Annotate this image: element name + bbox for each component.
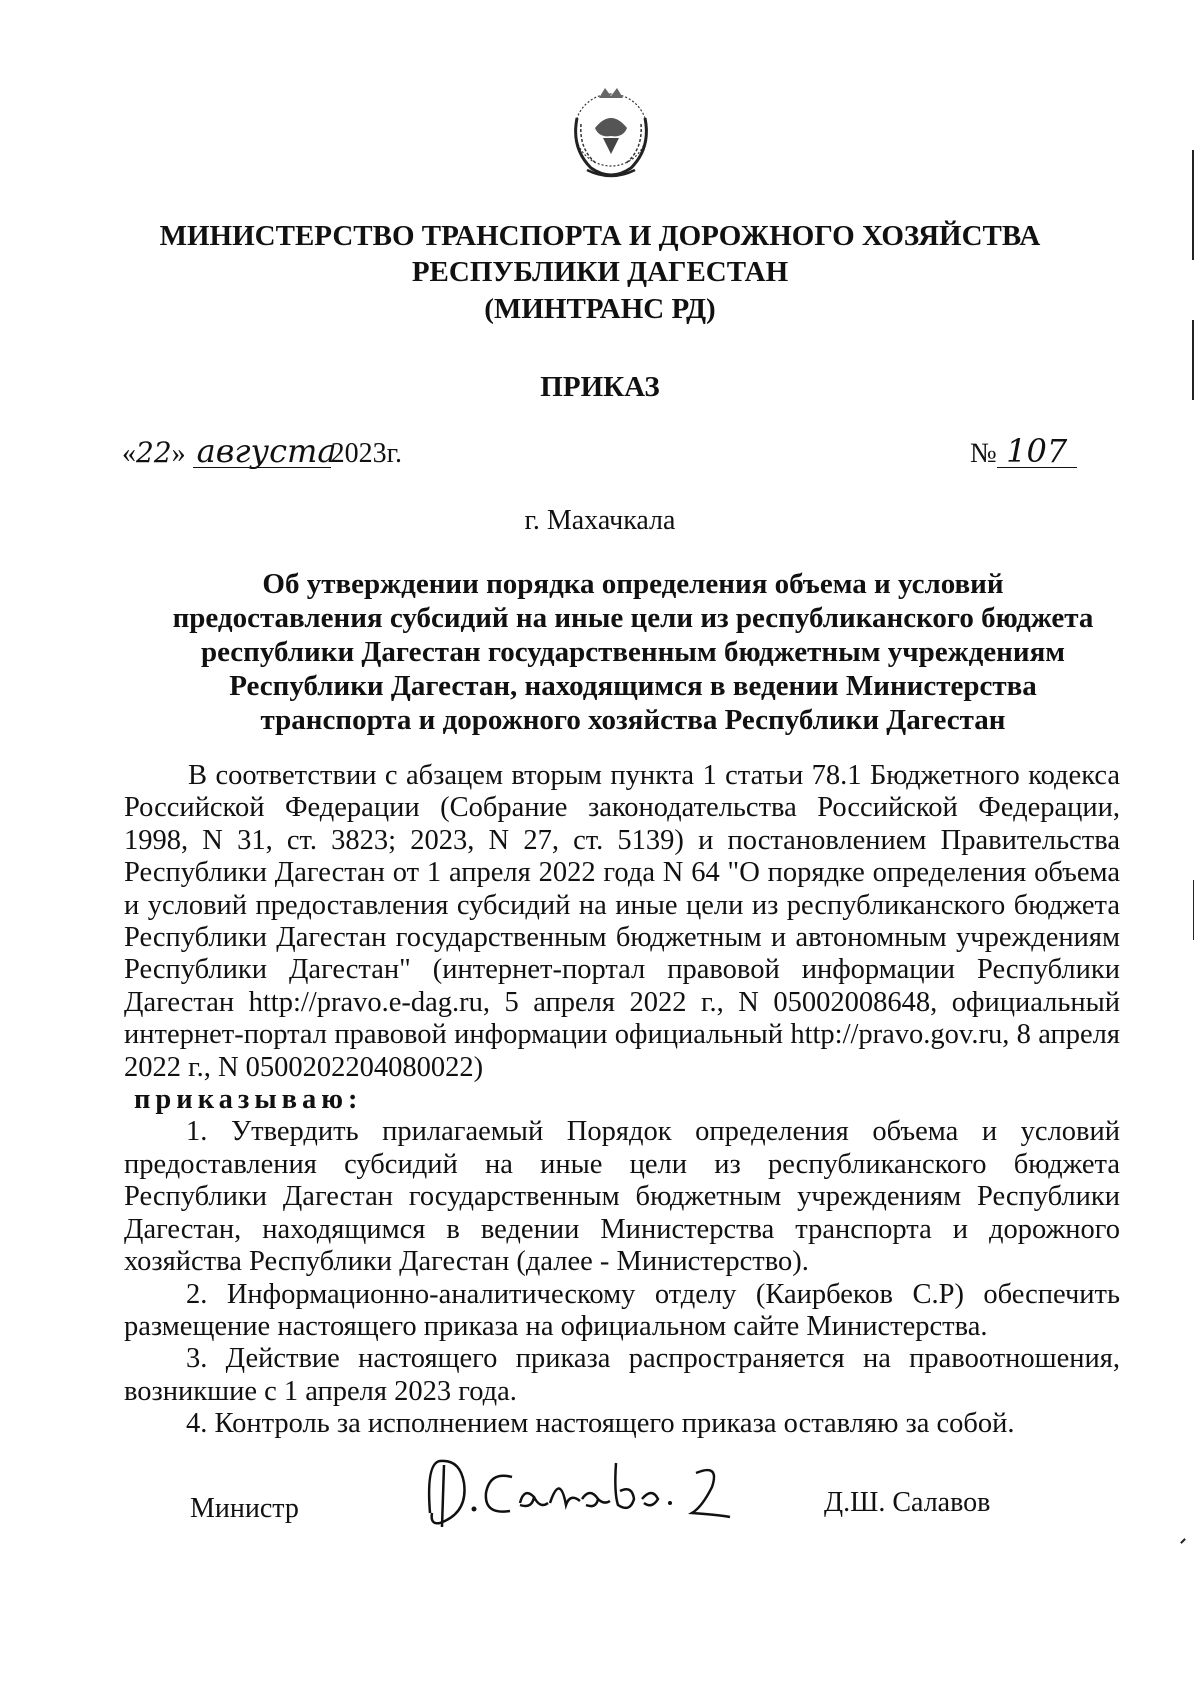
preamble-paragraph: В соответствии с абзацем вторым пункта 1 статьи 78.1 Бюджетного кодекса Российской Федерации (Собрание законодательства Российской Федерации, 1998, N 31, ст. 3823; 2023, N 27, ст. 5139) и постановлением Правительства Республики Дагестан от 1 апреля 2022 года N 64 "О порядке определения объема и условий предоставления субсидий на иные цели из республиканского бюджета Республики Дагестан государственным бюджетным и автономным учреждениям Республики Дагестан" (интернет-портал правовой информации Республики Дагестан http://pravo.e-dag.ru, 5 апреля 2022 г., N 05002008648, официальный интернет-портал правовой информации официальный http://pravo.gov.ru, 8 апреля 2022 г., N 0500202204080022) (124, 760, 1120, 1083)
document-date (122, 432, 402, 472)
document-title: Об утверждении порядка определения объема и условий предоставления субсидий на иные цели из республиканского бюджета республики Дагестан государственным бюджетным учреждениям Республики Дагестан, находящимся в ведении Министерства транспорта и дорожного хозяйства Республики Дагестан (172, 568, 1094, 736)
order-item-3: 3. Действие настоящего приказа распространяется на правоотношения, возникшие с 1 апреля 2023 года. (124, 1343, 1120, 1407)
date-day: 22 (136, 436, 172, 469)
scan-edge-line (1192, 150, 1194, 260)
order-item-1: 1. Утвердить прилагаемый Порядок определения объема и условий предоставления субсидий на иные цели из республиканского бюджета Республики Дагестан государственным бюджетным учреждениям Республики Дагестан, находящимся в ведении Министерства транспорта и дорожного хозяйства Республики Дагестан (далее - Министерство). (124, 1116, 1120, 1278)
document-type: ПРИКАЗ (540, 371, 660, 403)
order-item-2: 2. Информационно-аналитическому отделу (Каирбеков С.Р) обеспечить размещение настоящего приказа на официальном сайте Министерства. (124, 1278, 1120, 1342)
scan-edge-line (1193, 880, 1194, 940)
document-body (124, 760, 1120, 1441)
date-month: августа (193, 435, 331, 468)
order-item-4: 4. Контроль за исполнением настоящего приказа оставляю за собой. (186, 1408, 1015, 1440)
date-close-quote: » (171, 438, 186, 469)
order-word: приказываю: (134, 1084, 363, 1116)
coat-of-arms-icon (557, 78, 665, 186)
issuance-city: г. Махачкала (524, 505, 676, 536)
ministry-abbreviation: (МИНТРАНС РД) (484, 293, 716, 325)
date-open-quote: « (122, 438, 136, 469)
ministry-name-line2: РЕСПУБЛИКИ ДАГЕСТАН (411, 256, 789, 288)
number-value: 107 (997, 435, 1077, 468)
document-number (970, 432, 1077, 472)
signatory-name: Д.Ш. Салавов (824, 1487, 991, 1518)
handwritten-signature (420, 1443, 780, 1543)
signature-block (0, 1455, 1200, 1555)
number-label: № (970, 438, 997, 469)
ministry-name-line1: МИНИСТЕРСТВО ТРАНСПОРТА И ДОРОЖНОГО ХОЗЯЙСТВА (159, 220, 1041, 252)
date-year: 2023г. (330, 438, 402, 469)
signatory-position: Министр (190, 1493, 299, 1524)
scan-edge-line (1192, 320, 1194, 400)
